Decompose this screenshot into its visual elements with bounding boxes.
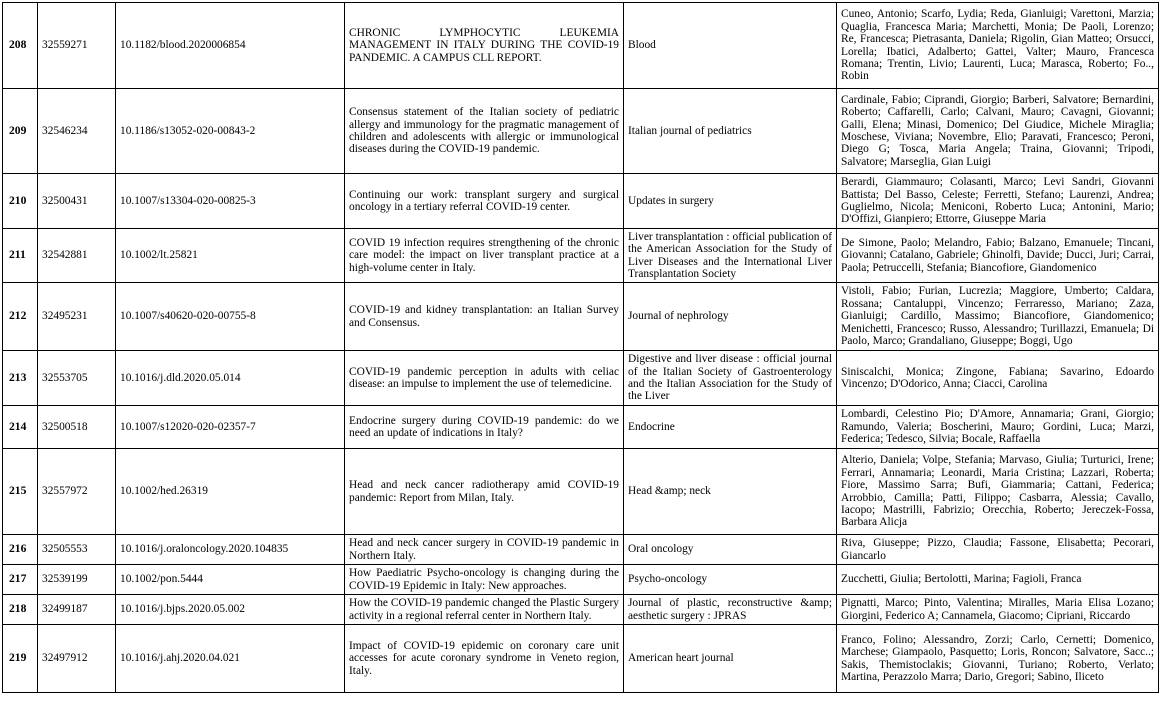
title-cell: COVID-19 pandemic perception in adults with celiac disease: an impulse to implement the use of telemedicine. bbox=[345, 351, 624, 406]
journal-cell: Oral oncology bbox=[624, 535, 837, 565]
pmid-cell: 32542881 bbox=[38, 229, 116, 283]
table-row bbox=[3, 283, 1159, 351]
pmid-cell: 32500431 bbox=[38, 174, 116, 229]
doi-cell: 10.1016/j.bjps.2020.05.002 bbox=[116, 595, 345, 625]
title-cell: How Paediatric Psycho-oncology is changing during the COVID-19 Epidemic in Italy: New approaches. bbox=[345, 565, 624, 595]
pmid-cell: 32500518 bbox=[38, 406, 116, 449]
pmid-cell: 32495231 bbox=[38, 283, 116, 351]
journal-cell: Liver transplantation : official publication of the American Association for the Study of Liver Diseases and the International Liver Transplantation Society bbox=[624, 229, 837, 283]
title-cell: Head and neck cancer radiotherapy amid COVID-19 pandemic: Report from Milan, Italy. bbox=[345, 449, 624, 535]
journal-cell: Blood bbox=[624, 3, 837, 89]
table-row bbox=[3, 535, 1159, 565]
authors-cell: Vistoli, Fabio; Furian, Lucrezia; Maggiore, Umberto; Caldara, Rossana; Cantaluppi, Vincenzo; Ferraresso, Mariano; Zaza, Gianluigi; Cardillo, Massimo; Biancofiore, Giandomenico; Menichetti, Francesco; Russo, Alessandro; Turillazzi, Emanuela; Di Paolo, Marco; Grandaliano, Giuseppe; Boggi, Ugo bbox=[837, 283, 1159, 351]
title-cell: COVID-19 and kidney transplantation: an Italian Survey and Consensus. bbox=[345, 283, 624, 351]
title-cell: CHRONIC LYMPHOCYTIC LEUKEMIA MANAGEMENT IN ITALY DURING THE COVID-19 PANDEMIC. A CAMPUS CLL REPORT. bbox=[345, 3, 624, 89]
journal-cell: Psycho-oncology bbox=[624, 565, 837, 595]
table-row bbox=[3, 351, 1159, 406]
authors-cell: Franco, Folino; Alessandro, Zorzi; Carlo, Cernetti; Domenico, Marchese; Giampaolo, Pasquetto; Loris, Roncon; Salvatore, Sacc..; Sakis, Themistoclakis; Giovanni, Turiano; Roberto, Verlato; Martina, Perazzolo Marra; Dario, Gregori; Sabino, Iliceto bbox=[837, 625, 1159, 693]
doi-cell: 10.1002/pon.5444 bbox=[116, 565, 345, 595]
publications-table bbox=[2, 2, 1159, 693]
doi-cell: 10.1016/j.dld.2020.05.014 bbox=[116, 351, 345, 406]
title-cell: Continuing our work: transplant surgery and surgical oncology in a tertiary referral COVID-19 center. bbox=[345, 174, 624, 229]
table-row bbox=[3, 174, 1159, 229]
row-number-cell: 209 bbox=[3, 89, 38, 174]
authors-cell: Lombardi, Celestino Pio; D'Amore, Annamaria; Grani, Giorgio; Ramundo, Valeria; Boscherini, Mauro; Gordini, Luca; Marzi, Federica; Tedesco, Silvia; Bocale, Raffaella bbox=[837, 406, 1159, 449]
authors-cell: Cardinale, Fabio; Ciprandi, Giorgio; Barberi, Salvatore; Bernardini, Roberto; Caffarelli, Carlo; Calvani, Mauro; Cavagni, Giovanni; Galli, Elena; Minasi, Domenico; Del Giudice, Michele Miraglia; Moschese, Viviana; Novembre, Elio; Paravati, Francesco; Peroni, Diego G; Tosca, Maria Angela; Traina, Giovanni; Tripodi, Salvatore; Marseglia, Gian Luigi bbox=[837, 89, 1159, 174]
row-number-cell: 212 bbox=[3, 283, 38, 351]
authors-cell: Alterio, Daniela; Volpe, Stefania; Marvaso, Giulia; Turturici, Irene; Ferrari, Annamaria; Leonardi, Maria Cristina; Lazzari, Roberta; Fiore, Massimo Sarra; Bufi, Giammaria; Cattani, Federica; Arrobbio, Camilla; Patti, Filippo; Casbarra, Alessia; Cavallo, Iacopo; Mastrilli, Fabrizio; Orecchia, Roberto; Jereczek-Fossa, Barbara Alicja bbox=[837, 449, 1159, 535]
title-cell: Head and neck cancer surgery in COVID-19 pandemic in Northern Italy. bbox=[345, 535, 624, 565]
table-row bbox=[3, 406, 1159, 449]
pmid-cell: 32559271 bbox=[38, 3, 116, 89]
authors-cell: Pignatti, Marco; Pinto, Valentina; Miralles, Maria Elisa Lozano; Giorgini, Federico A; Cannamela, Giacomo; Cipriani, Riccardo bbox=[837, 595, 1159, 625]
doi-cell: 10.1007/s13304-020-00825-3 bbox=[116, 174, 345, 229]
table-row bbox=[3, 89, 1159, 174]
pmid-cell: 32553705 bbox=[38, 351, 116, 406]
row-number-cell: 217 bbox=[3, 565, 38, 595]
table-row bbox=[3, 625, 1159, 693]
pmid-cell: 32505553 bbox=[38, 535, 116, 565]
journal-cell: Endocrine bbox=[624, 406, 837, 449]
journal-cell: Journal of plastic, reconstructive &amp; aesthetic surgery : JPRAS bbox=[624, 595, 837, 625]
doi-cell: 10.1016/j.oraloncology.2020.104835 bbox=[116, 535, 345, 565]
authors-cell: Berardi, Giammauro; Colasanti, Marco; Levi Sandri, Giovanni Battista; Del Basso, Celeste; Ferretti, Stefano; Laurenzi, Andrea; Guglielmo, Nicola; Meniconi, Roberto Luca; Antonini, Mario; D'Offizi, Gianpiero; Ettorre, Giuseppe Maria bbox=[837, 174, 1159, 229]
row-number-cell: 213 bbox=[3, 351, 38, 406]
doi-cell: 10.1186/s13052-020-00843-2 bbox=[116, 89, 345, 174]
pmid-cell: 32539199 bbox=[38, 565, 116, 595]
table-row bbox=[3, 3, 1159, 89]
table-row bbox=[3, 595, 1159, 625]
doi-cell: 10.1182/blood.2020006854 bbox=[116, 3, 345, 89]
title-cell: How the COVID-19 pandemic changed the Plastic Surgery activity in a regional referral center in Northern Italy. bbox=[345, 595, 624, 625]
row-number-cell: 215 bbox=[3, 449, 38, 535]
title-cell: Endocrine surgery during COVID-19 pandemic: do we need an update of indications in Italy? bbox=[345, 406, 624, 449]
table-row bbox=[3, 565, 1159, 595]
doi-cell: 10.1007/s40620-020-00755-8 bbox=[116, 283, 345, 351]
journal-cell: Updates in surgery bbox=[624, 174, 837, 229]
journal-cell: Digestive and liver disease : official journal of the Italian Society of Gastroenterology and the Italian Association for the Study of the Liver bbox=[624, 351, 837, 406]
doi-cell: 10.1002/hed.26319 bbox=[116, 449, 345, 535]
row-number-cell: 211 bbox=[3, 229, 38, 283]
row-number-cell: 219 bbox=[3, 625, 38, 693]
journal-cell: Italian journal of pediatrics bbox=[624, 89, 837, 174]
authors-cell: Cuneo, Antonio; Scarfo, Lydia; Reda, Gianluigi; Varettoni, Marzia; Quaglia, Francesca Maria; Marchetti, Monia; De Paoli, Lorenzo; Re, Francesca; Pietrasanta, Daniela; Rigolin, Gian Matteo; Orsucci, Lorella; Ibatici, Adalberto; Gattei, Valter; Mauro, Francesca Romana; Trentin, Livio; Laurenti, Luca; Marasca, Roberto; Fo.., Robin bbox=[837, 3, 1159, 89]
pmid-cell: 32497912 bbox=[38, 625, 116, 693]
doi-cell: 10.1007/s12020-020-02357-7 bbox=[116, 406, 345, 449]
pmid-cell: 32557972 bbox=[38, 449, 116, 535]
row-number-cell: 214 bbox=[3, 406, 38, 449]
table-row bbox=[3, 229, 1159, 283]
doi-cell: 10.1002/lt.25821 bbox=[116, 229, 345, 283]
title-cell: Impact of COVID-19 epidemic on coronary care unit accesses for acute coronary syndrome in Veneto region, Italy. bbox=[345, 625, 624, 693]
authors-cell: Riva, Giuseppe; Pizzo, Claudia; Fassone, Elisabetta; Pecorari, Giancarlo bbox=[837, 535, 1159, 565]
authors-cell: Zucchetti, Giulia; Bertolotti, Marina; Fagioli, Franca bbox=[837, 565, 1159, 595]
doi-cell: 10.1016/j.ahj.2020.04.021 bbox=[116, 625, 345, 693]
table-body bbox=[3, 3, 1159, 693]
title-cell: COVID 19 infection requires strengthening of the chronic care model: the impact on liver transplant practice at a high-volume center in Italy. bbox=[345, 229, 624, 283]
row-number-cell: 210 bbox=[3, 174, 38, 229]
row-number-cell: 216 bbox=[3, 535, 38, 565]
authors-cell: Siniscalchi, Monica; Zingone, Fabiana; Savarino, Edoardo Vincenzo; D'Odorico, Anna; Ciacci, Carolina bbox=[837, 351, 1159, 406]
pmid-cell: 32499187 bbox=[38, 595, 116, 625]
journal-cell: American heart journal bbox=[624, 625, 837, 693]
row-number-cell: 218 bbox=[3, 595, 38, 625]
journal-cell: Journal of nephrology bbox=[624, 283, 837, 351]
row-number-cell: 208 bbox=[3, 3, 38, 89]
authors-cell: De Simone, Paolo; Melandro, Fabio; Balzano, Emanuele; Tincani, Giovanni; Catalano, Gabriele; Ghinolfi, Davide; Ducci, Juri; Carrai, Paola; Petruccelli, Stefania; Biancofiore, Giandomenico bbox=[837, 229, 1159, 283]
title-cell: Consensus statement of the Italian society of pediatric allergy and immunology for the pragmatic management of children and adolescents with allergic or immunological diseases during the COVID-19 pandemic. bbox=[345, 89, 624, 174]
table-row bbox=[3, 449, 1159, 535]
journal-cell: Head &amp; neck bbox=[624, 449, 837, 535]
pmid-cell: 32546234 bbox=[38, 89, 116, 174]
